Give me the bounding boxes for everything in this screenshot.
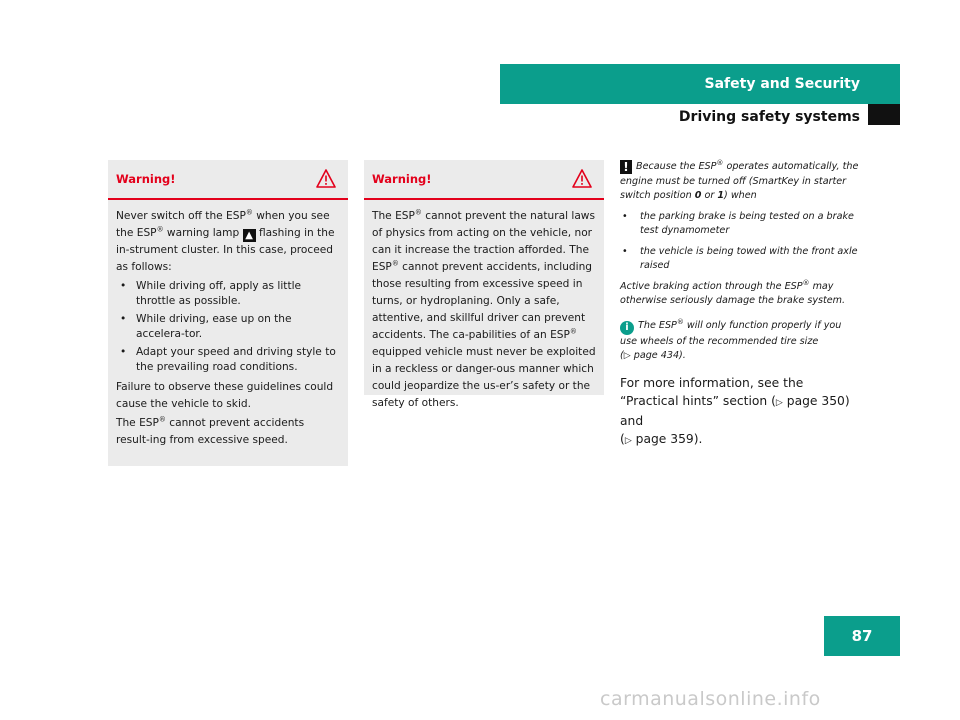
text: Active braking action through the ESP xyxy=(620,280,803,292)
text: The ESP xyxy=(372,210,415,222)
list-item: • the vehicle is being towed with the front axle raised xyxy=(620,245,860,274)
warning-paragraph xyxy=(372,208,596,412)
section-title: Safety and Security xyxy=(704,76,860,92)
registered-mark: ® xyxy=(414,208,422,217)
registered-mark: ® xyxy=(391,259,399,268)
switch-position: 1 xyxy=(717,190,725,201)
text: The ESP xyxy=(116,417,159,429)
text: when you see the ESP xyxy=(116,210,330,239)
text: may otherwise seriously damage the brake system. xyxy=(620,280,846,306)
text: cannot prevent accidents, including those resulting from excessive speed in turns, or hydroplaning. Only a safe, attentive, and skillful driver can prevent accidents. The ca-pabilities of an ESP xyxy=(372,261,593,341)
warning-body xyxy=(364,200,604,412)
page-number-block xyxy=(824,616,900,656)
list-item: • Adapt your speed and driving style to the prevailing road conditions. xyxy=(116,345,340,375)
warning-label: Warning! xyxy=(372,172,432,186)
info-icon: i xyxy=(620,321,634,335)
text: ) when xyxy=(724,190,757,201)
text: cannot prevent the natural laws of physics from acting on the vehicle, nor can it increase the traction afforded. The ESP xyxy=(372,210,595,273)
registered-mark: ® xyxy=(245,208,253,217)
text: operates automatically, the engine must be turned off (SmartKey in starter switch position xyxy=(620,161,859,201)
warning-triangle-icon xyxy=(316,169,336,192)
warning-box-esp-limits xyxy=(364,160,604,409)
registered-mark: ® xyxy=(716,158,724,167)
list-item: • While driving, ease up on the accelera-tor. xyxy=(116,312,340,342)
warning-header xyxy=(108,160,348,200)
warning-triangle-icon xyxy=(572,169,592,192)
page-number: 87 xyxy=(851,627,873,645)
page-reference-arrow-icon: ▷ xyxy=(775,397,783,408)
caution-icon: ! xyxy=(620,160,632,174)
warning-label: Warning! xyxy=(116,172,176,186)
text: will only function properly if you use wheels of the recommended tire size xyxy=(620,319,842,347)
right-column xyxy=(620,160,860,462)
esp-warning-lamp-icon: ▲ xyxy=(243,229,256,242)
info-note: i The ESP® will only function properly if you use wheels of the recommended tire size (▷ page 434). xyxy=(620,317,842,361)
page-reference-arrow-icon: ▷ xyxy=(624,435,632,446)
warning-body xyxy=(108,200,348,449)
switch-position: 0 xyxy=(694,190,702,201)
registered-mark: ® xyxy=(569,327,577,336)
warning-box-esp-lamp xyxy=(108,160,348,466)
warning-header xyxy=(364,160,604,200)
text: flashing in the in-strument cluster. In this case, proceed as follows: xyxy=(116,227,335,273)
text: equipped vehicle must never be exploited in a reckless or danger-ous manner which could jeopardize the us-er’s safety or the safety of others. xyxy=(372,346,596,409)
text: For more information, see the “Practical hints” section ( xyxy=(620,375,804,408)
registered-mark: ® xyxy=(156,225,164,234)
list-item: • the parking brake is being tested on a brake test dynamometer xyxy=(620,210,860,239)
watermark: carmanualsonline.info xyxy=(600,688,821,710)
text: cannot prevent accidents result-ing from excessive speed. xyxy=(116,417,305,446)
list-item: • While driving off, apply as little throttle as possible. xyxy=(116,279,340,309)
text: warning lamp xyxy=(163,227,243,239)
sub-title-marker xyxy=(868,104,900,125)
caution-note-end xyxy=(620,280,860,309)
warning-paragraph xyxy=(116,415,340,449)
warning-paragraph: Failure to observe these guidelines could cause the vehicle to skid. xyxy=(116,381,334,410)
text: Because the ESP xyxy=(636,161,717,172)
sub-title: Driving safety systems xyxy=(678,109,860,125)
warning-bullet-list xyxy=(116,279,340,375)
text: Never switch off the ESP xyxy=(116,210,246,222)
registered-mark: ® xyxy=(676,317,684,326)
registered-mark: ® xyxy=(158,415,166,424)
text: The ESP xyxy=(638,319,677,331)
page-reference[interactable]: page 434). xyxy=(633,350,686,361)
section-header-bar xyxy=(500,64,900,104)
page-reference[interactable]: page 350) and xyxy=(620,393,850,428)
page-reference-arrow-icon: ▷ xyxy=(623,351,631,361)
caution-note xyxy=(620,160,860,204)
more-info-paragraph: For more information, see the “Practical hints” section (▷ page 350) and (▷ page 359). xyxy=(620,375,850,446)
warning-paragraph xyxy=(116,208,340,276)
registered-mark: ® xyxy=(802,278,810,287)
caution-bullet-list xyxy=(620,210,860,274)
text: or xyxy=(701,190,718,201)
page-reference[interactable]: page 359). xyxy=(635,431,703,446)
